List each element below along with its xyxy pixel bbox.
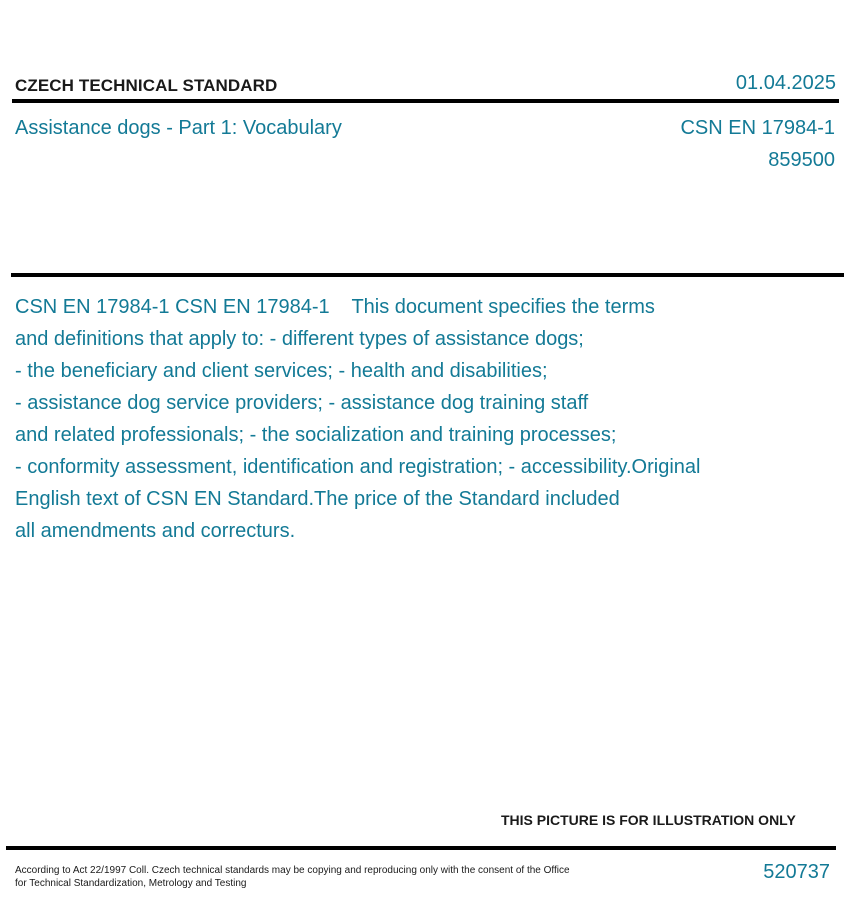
- top-divider: [12, 99, 839, 103]
- document-description: [15, 291, 815, 547]
- header-date: 01.04.2025: [735, 72, 836, 94]
- description-line: and related professionals; - the socialization and training processes;: [15, 424, 617, 446]
- description-line: English text of CSN EN Standard.The price of the Standard included: [15, 488, 620, 510]
- description-line: all amendments and correcturs.: [15, 520, 296, 542]
- bottom-divider: [6, 846, 836, 850]
- illustration-note: THIS PICTURE IS FOR ILLUSTRATION ONLY: [501, 812, 796, 828]
- document-code: CSN EN 17984-1: [680, 117, 835, 139]
- description-line: and definitions that apply to: - different types of assistance dogs;: [15, 328, 584, 350]
- footer-legal-line: for Technical Standardization, Metrology and Testing: [15, 878, 247, 889]
- header-title: CZECH TECHNICAL STANDARD: [15, 76, 278, 95]
- middle-divider: [11, 273, 844, 277]
- footer-legal-note: [15, 864, 570, 890]
- document-title: Assistance dogs - Part 1: Vocabulary: [15, 117, 342, 139]
- document-classification: 859500: [768, 149, 835, 171]
- description-line: - conformity assessment, identification and registration; - accessibility.Original: [15, 456, 701, 478]
- description-line: - assistance dog service providers; - assistance dog training staff: [15, 392, 589, 414]
- footer-catalog-number: 520737: [763, 861, 830, 883]
- description-line: CSN EN 17984-1 CSN EN 17984-1 This document specifies the terms: [15, 296, 655, 318]
- footer-legal-line: According to Act 22/1997 Coll. Czech technical standards may be copying and reproducing only with the consent of the Office: [15, 865, 570, 876]
- description-line: - the beneficiary and client services; - health and disabilities;: [15, 360, 548, 382]
